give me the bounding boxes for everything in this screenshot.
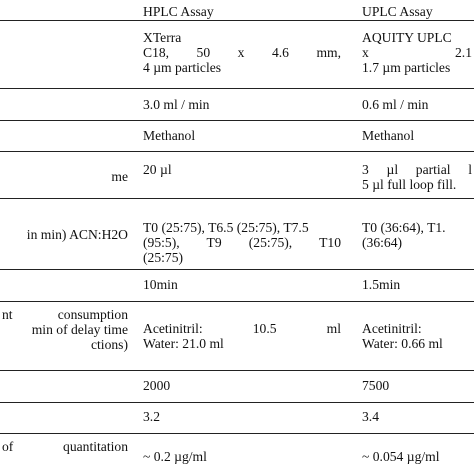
uplc-line: 3.4 (362, 409, 379, 424)
uplc-line: T0 (36:64), T1. (362, 220, 446, 235)
uplc-cell (362, 220, 474, 250)
hplc-cell (143, 220, 341, 265)
uplc-line: Methanol (362, 128, 415, 143)
hplc-line: Acetinitril: 10.5 ml (143, 321, 341, 336)
table-row (0, 371, 474, 402)
uplc-cell (362, 321, 474, 351)
uplc-cell (362, 277, 474, 292)
table-row (0, 270, 474, 301)
hplc-cell (143, 378, 341, 393)
label-line: of quantitation (2, 439, 128, 454)
hplc-line: (95:5), T9 (25:75), T10 (143, 235, 341, 250)
table-row (0, 89, 474, 120)
header-rule (0, 20, 474, 21)
uplc-line: ~ 0.054 µg/ml (362, 449, 440, 464)
hplc-line: 2000 (143, 378, 171, 393)
row-label-cell (2, 307, 128, 352)
hplc-line: ~ 0.2 µg/ml (143, 449, 207, 464)
hplc-cell (143, 97, 341, 112)
row-label-cell (2, 439, 128, 454)
label-line: nt consumption (2, 307, 128, 322)
table-row (0, 302, 474, 370)
uplc-cell (362, 30, 474, 75)
hplc-line: (25:75) (143, 250, 184, 265)
uplc-cell (362, 97, 474, 112)
uplc-line: Water: 0.66 ml (362, 336, 443, 351)
uplc-line: (36:64) (362, 235, 403, 250)
header-uplc-assay: UPLC Assay (362, 4, 433, 19)
table-row (0, 403, 474, 433)
uplc-cell (362, 449, 474, 464)
hplc-cell (143, 162, 341, 177)
label-line: me (111, 169, 128, 184)
label-line: in min) ACN:H2O (26, 227, 128, 242)
hplc-line: Water: 21.0 ml (143, 336, 224, 351)
table-row (0, 152, 474, 198)
hplc-line: 3.2 (143, 409, 160, 424)
hplc-line: Methanol (143, 128, 196, 143)
hplc-cell (143, 277, 341, 292)
hplc-line: 20 µl (143, 162, 172, 177)
hplc-line: 4 µm particles (143, 60, 222, 75)
row-label-cell (27, 227, 128, 242)
row-label-cell (111, 169, 128, 184)
uplc-line: 1.5min (362, 277, 401, 292)
uplc-line: 5 µl full loop fill. (362, 177, 457, 192)
uplc-line: AQUITY UPLC (362, 30, 452, 45)
uplc-line: 1.7 µm particles (362, 60, 451, 75)
hplc-cell (143, 321, 341, 351)
uplc-line: x 2.1 (362, 45, 472, 60)
uplc-line: 0.6 ml / min (362, 97, 429, 112)
hplc-cell (143, 409, 341, 424)
label-line: min of delay time (31, 322, 128, 337)
uplc-cell (362, 128, 474, 143)
table-row (0, 121, 474, 151)
hplc-cell (143, 128, 341, 143)
hplc-line: 10min (143, 277, 178, 292)
uplc-line: 7500 (362, 378, 390, 393)
uplc-cell (362, 409, 474, 424)
header-hplc-assay: HPLC Assay (143, 4, 214, 19)
hplc-line: C18, 50 x 4.6 mm, (143, 45, 341, 60)
uplc-cell (362, 162, 474, 192)
table-row (0, 434, 474, 474)
table-row (0, 199, 474, 269)
uplc-cell (362, 378, 474, 393)
hplc-cell (143, 449, 341, 464)
hplc-cell (143, 30, 341, 75)
hplc-line: XTerra (143, 30, 182, 45)
label-line: ctions) (91, 337, 128, 352)
uplc-line: Acetinitril: (362, 321, 422, 336)
hplc-line: T0 (25:75), T6.5 (25:75), T7.5 (143, 220, 309, 235)
uplc-line: 3 µl partial l (362, 162, 472, 177)
table-row (0, 22, 474, 87)
hplc-line: 3.0 ml / min (143, 97, 210, 112)
